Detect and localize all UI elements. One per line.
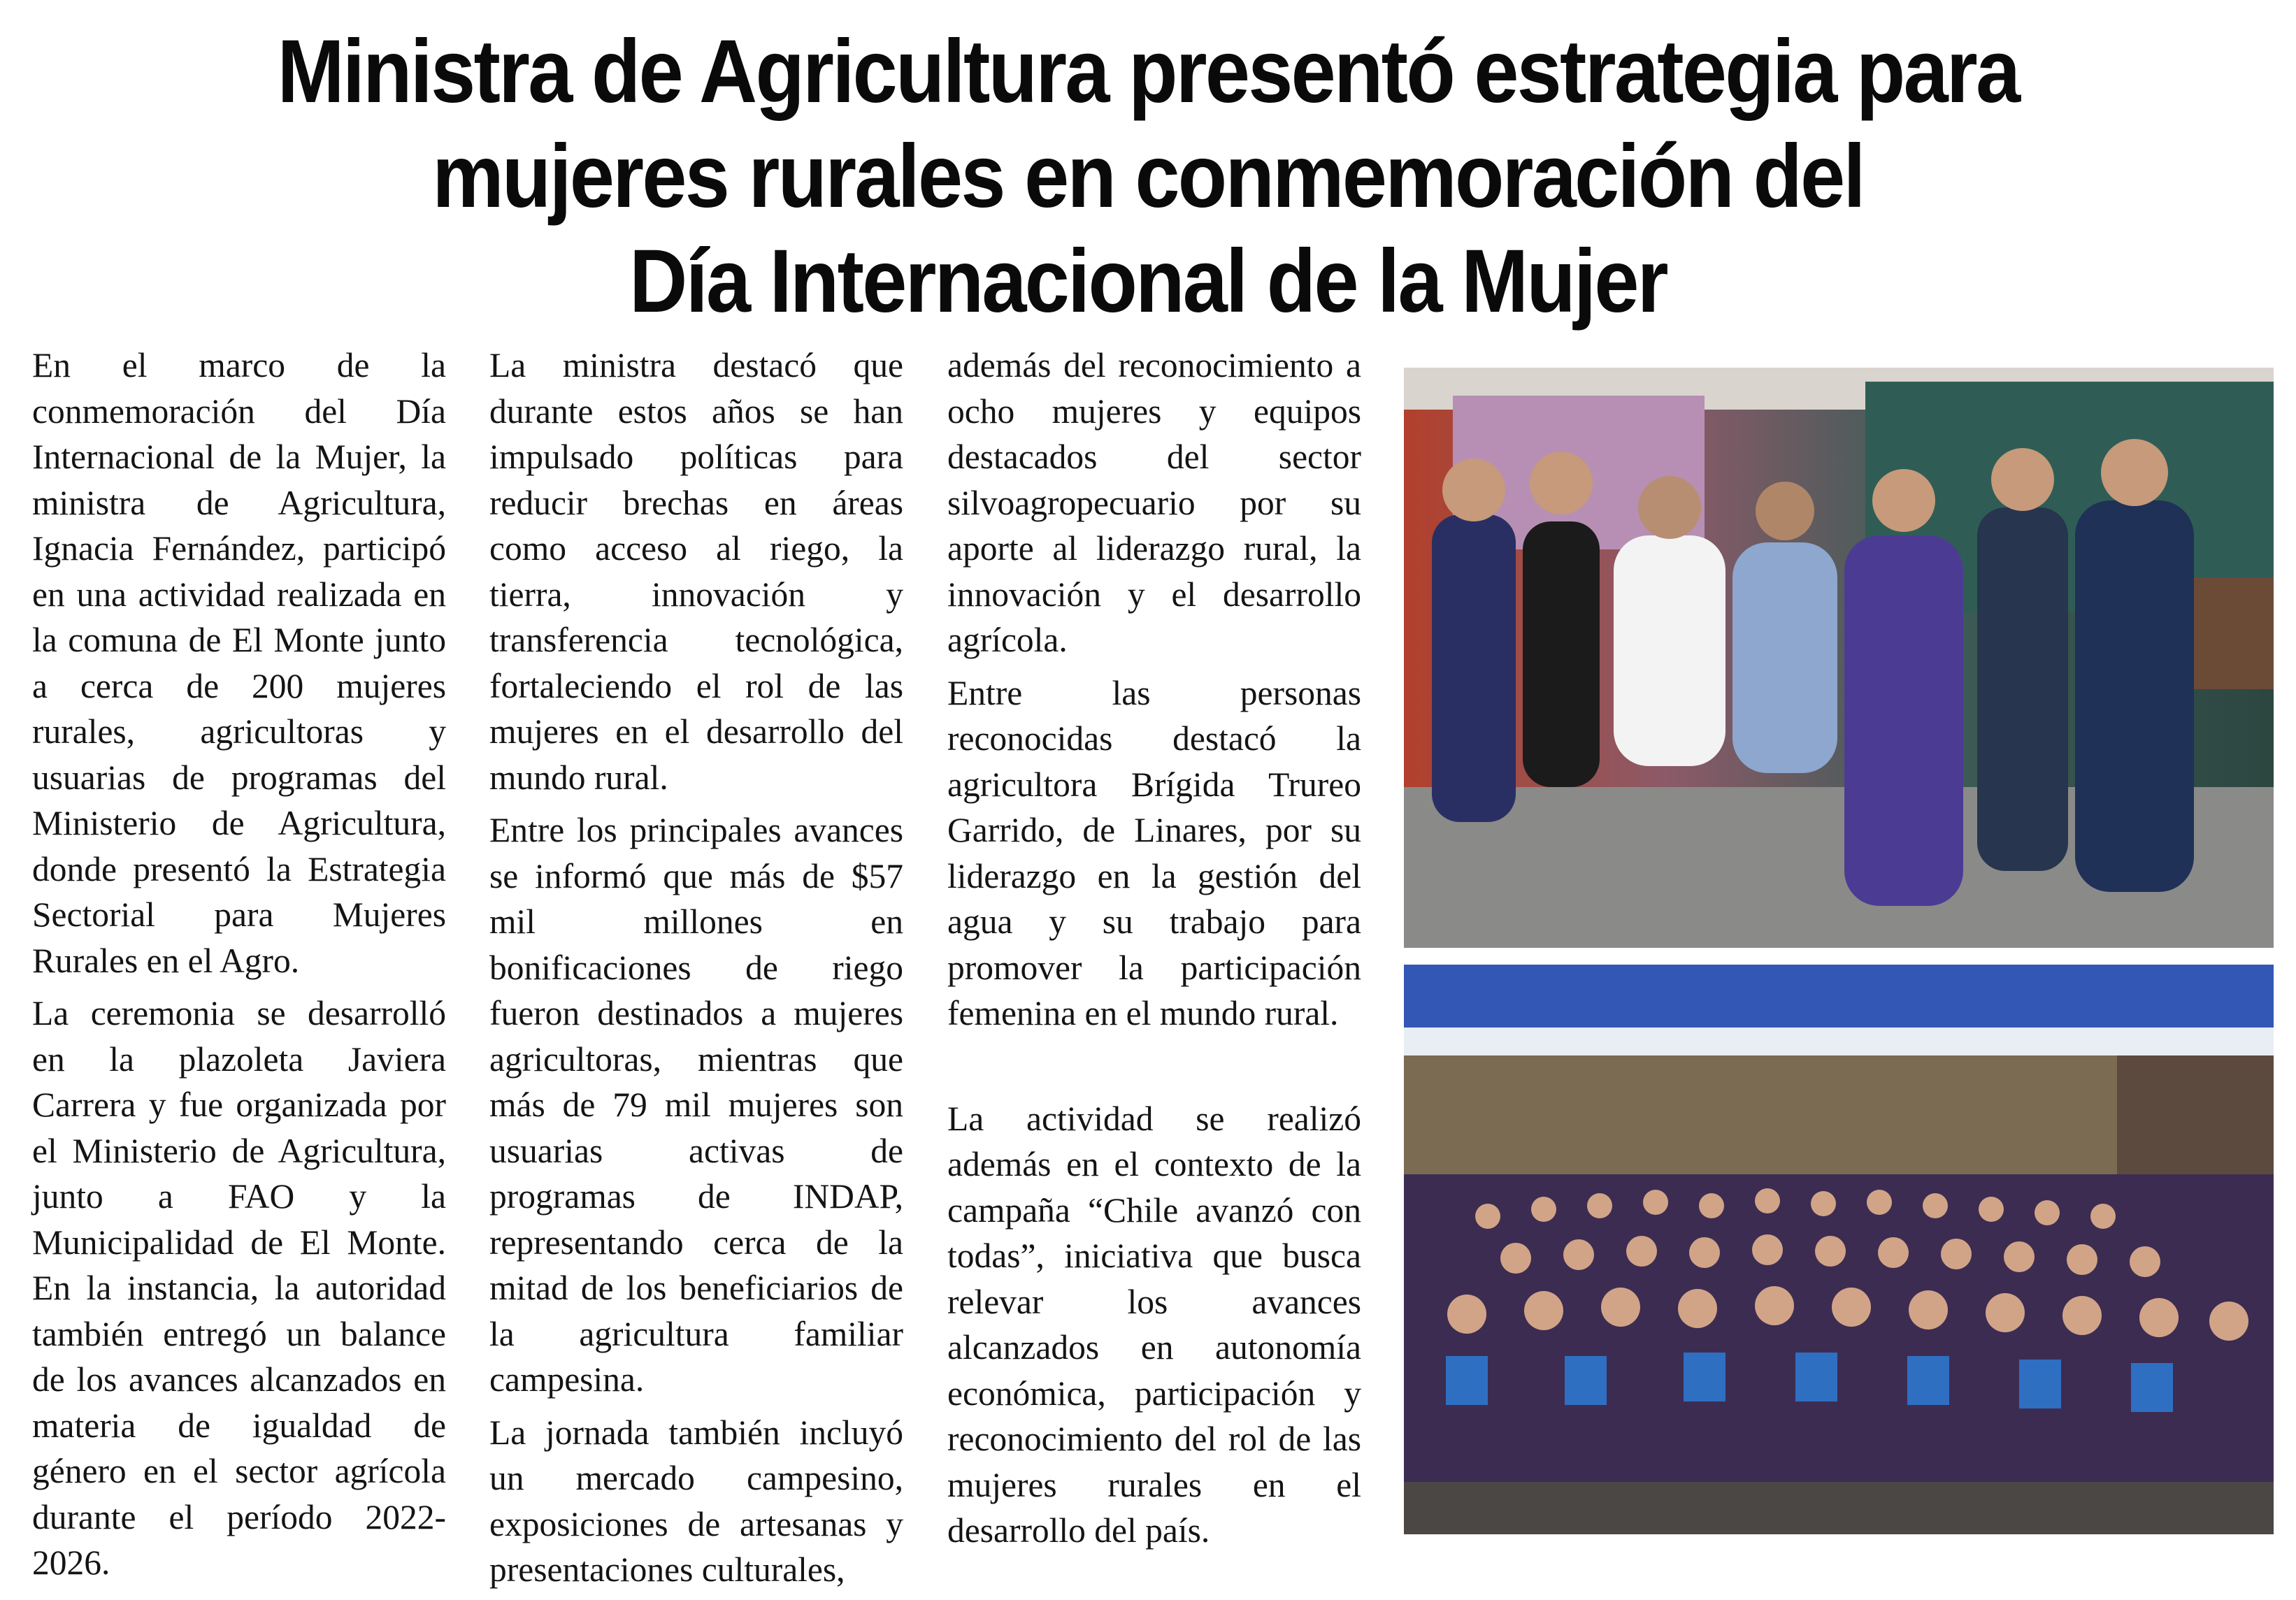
- paragraph: En el marco de la conmemoración del Día Internacional de la Mujer, la ministra de Agricultura, Ignacia Fernández, participó en una actividad realizada en la comuna de El Monte junto a cerca de 200 mujeres rurales, agricultoras y usuarias de programas del Ministerio de Agricultura, donde presentó la Estrategia Sectorial para Mujeres Rurales en el Agro.: [32, 346, 446, 980]
- headline: [152, 20, 2144, 334]
- crowd-photo: [1404, 965, 2274, 1534]
- paragraph: La actividad se realizó además en el contexto de la campaña “Chile avanzó con todas”, iniciativa que busca relevar los avances alcanzados en autonomía económica, participación y reconocimiento del rol de las mujeres rurales en el desarrollo del país.: [947, 1099, 1361, 1550]
- paragraph: La ministra destacó que durante estos años se han impulsado políticas para reducir brechas en áreas como acceso al riego, la tierra, innovación y transferencia tecnológica, fortaleciendo el rol de las mujeres en el desarrollo del mundo rural.: [489, 346, 903, 797]
- paragraph: además del reconocimiento a ocho mujeres y equipos destacados del sector silvoagropecuario por su aporte al liderazgo rural, la innovación y el desarrollo agrícola.: [947, 346, 1361, 659]
- headline-line-1: Ministra de Agricultura presentó estrategia para: [277, 22, 2019, 122]
- article-column-3: [947, 343, 1361, 1561]
- headline-line-2: mujeres rurales en conmemoración del: [432, 127, 1864, 226]
- paragraph: La ceremonia se desarrolló en la plazoleta Javiera Carrera y fue organizada por el Ministerio de Agricultura, junto a FAO y la Municipalidad de El Monte. En la instancia, la autoridad también entregó un balance de los avances alcanzados en materia de igualdad de género en el sector agrícola durante el período 2022-2026.: [32, 994, 446, 1582]
- paragraph: La jornada también incluyó un mercado campesino, exposiciones de artesanas y presentaciones culturales,: [489, 1413, 903, 1589]
- paragraph: Entre los principales avances se informó que más de $57 mil millones en bonificaciones de riego fueron destinados a mujeres agricultoras, mientras que más de 79 mil mujeres son usuarias activas de programas de INDAP, representando cerca de la mitad de los beneficiarios de la agricultura familiar campesina.: [489, 811, 903, 1399]
- article-column-2: [489, 343, 903, 1600]
- paragraph: Entre las personas reconocidas destacó la agricultora Brígida Trureo Garrido, de Linares, por su liderazgo en la gestión del agua y su trabajo para promover la participación femenina en el mundo rural.: [947, 673, 1361, 1032]
- headline-line-3: Día Internacional de la Mujer: [629, 231, 1667, 331]
- award-group-photo: [1404, 368, 2274, 948]
- article-column-1: [32, 343, 446, 1593]
